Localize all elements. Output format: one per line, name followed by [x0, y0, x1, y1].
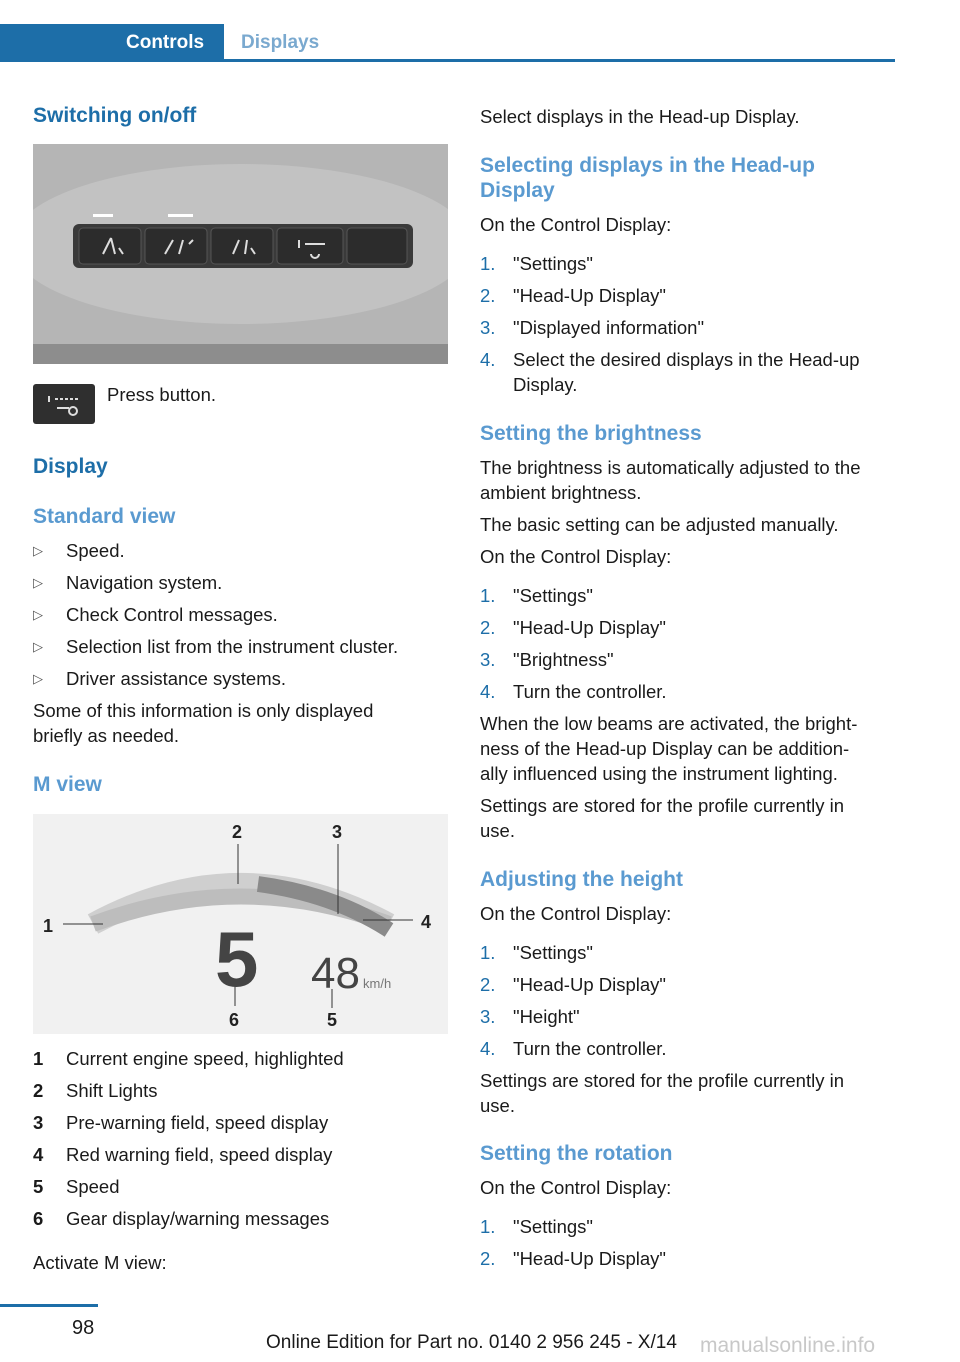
- figure-label-1: 1: [43, 916, 54, 936]
- button-panel-illustration: [33, 144, 448, 364]
- figure-label-5: 5: [327, 1010, 338, 1030]
- stored-line1: Settings are stored for the profile currently in: [480, 795, 845, 816]
- heading-height: Adjusting the height: [480, 868, 683, 891]
- figure-unit: km/h: [363, 976, 392, 991]
- brightness-p1-line1: The brightness is automatically adjusted to the: [480, 457, 861, 478]
- brightness-p3-line3: ally influenced using the instrument lighting.: [480, 763, 838, 784]
- brightness-p3-line2: ness of the Head-up Display can be addition‐: [480, 738, 850, 759]
- brightness-p2: The basic setting can be adjusted manually.: [480, 514, 839, 535]
- standard-note-line1: Some of this information is only displayed: [33, 700, 374, 721]
- edition-text: Online Edition for Part no. 0140 2 956 245 - X/14: [266, 1332, 677, 1353]
- page-number: 98: [72, 1317, 95, 1339]
- bullet-icon: ▷: [33, 639, 43, 654]
- brightness-p3-line1: When the low beams are activated, the bright‐: [480, 713, 858, 734]
- press-button-text: Press button.: [107, 384, 217, 405]
- tab-displays[interactable]: Displays: [241, 32, 320, 53]
- standard-note-line2: briefly as needed.: [33, 725, 180, 746]
- bullet-icon: ▷: [33, 671, 43, 686]
- on-control-display: On the Control Display:: [480, 1177, 672, 1198]
- heading-switching: Switching on/off: [33, 104, 197, 127]
- heading-selecting-2: Display: [480, 179, 555, 202]
- stored-line2: use.: [480, 820, 515, 841]
- tab-controls[interactable]: Controls: [0, 24, 224, 62]
- figure-label-6: 6: [229, 1010, 240, 1030]
- heading-rotation: Setting the rotation: [480, 1142, 673, 1165]
- stored-line1: Settings are stored for the profile currently in: [480, 1070, 845, 1091]
- figure-label-4: 4: [421, 912, 432, 932]
- hud-button-icon: [33, 384, 95, 424]
- footer-rule: [0, 1304, 98, 1307]
- m-view-illustration: [33, 814, 448, 1034]
- button-panel-photo: [33, 144, 448, 364]
- intro-text: Select displays in the Head-up Display.: [480, 106, 800, 127]
- bullet-icon: ▷: [33, 543, 43, 558]
- m-view-figure: [33, 814, 448, 1034]
- heading-display: Display: [33, 455, 108, 478]
- header-tabs: [0, 24, 895, 62]
- heading-standard-view: Standard view: [33, 505, 176, 528]
- figure-label-3: 3: [332, 822, 343, 842]
- activate-m-view-text: Activate M view:: [33, 1252, 167, 1273]
- on-control-display: On the Control Display:: [480, 214, 672, 235]
- heading-brightness: Setting the brightness: [480, 422, 702, 445]
- figure-gear: 5: [215, 915, 259, 1003]
- stored-line2: use.: [480, 1095, 515, 1116]
- figure-speed: 48: [311, 949, 360, 998]
- brightness-p1-line2: ambient brightness.: [480, 482, 642, 503]
- on-control-display: On the Control Display:: [480, 546, 672, 567]
- figure-label-2: 2: [232, 822, 243, 842]
- watermark: manualsonline.info: [700, 1334, 876, 1357]
- heading-selecting-1: Selecting displays in the Head-up: [480, 154, 815, 177]
- bullet-icon: ▷: [33, 575, 43, 590]
- on-control-display: On the Control Display:: [480, 903, 672, 924]
- bullet-icon: ▷: [33, 607, 43, 622]
- heading-m-view: M view: [33, 773, 102, 796]
